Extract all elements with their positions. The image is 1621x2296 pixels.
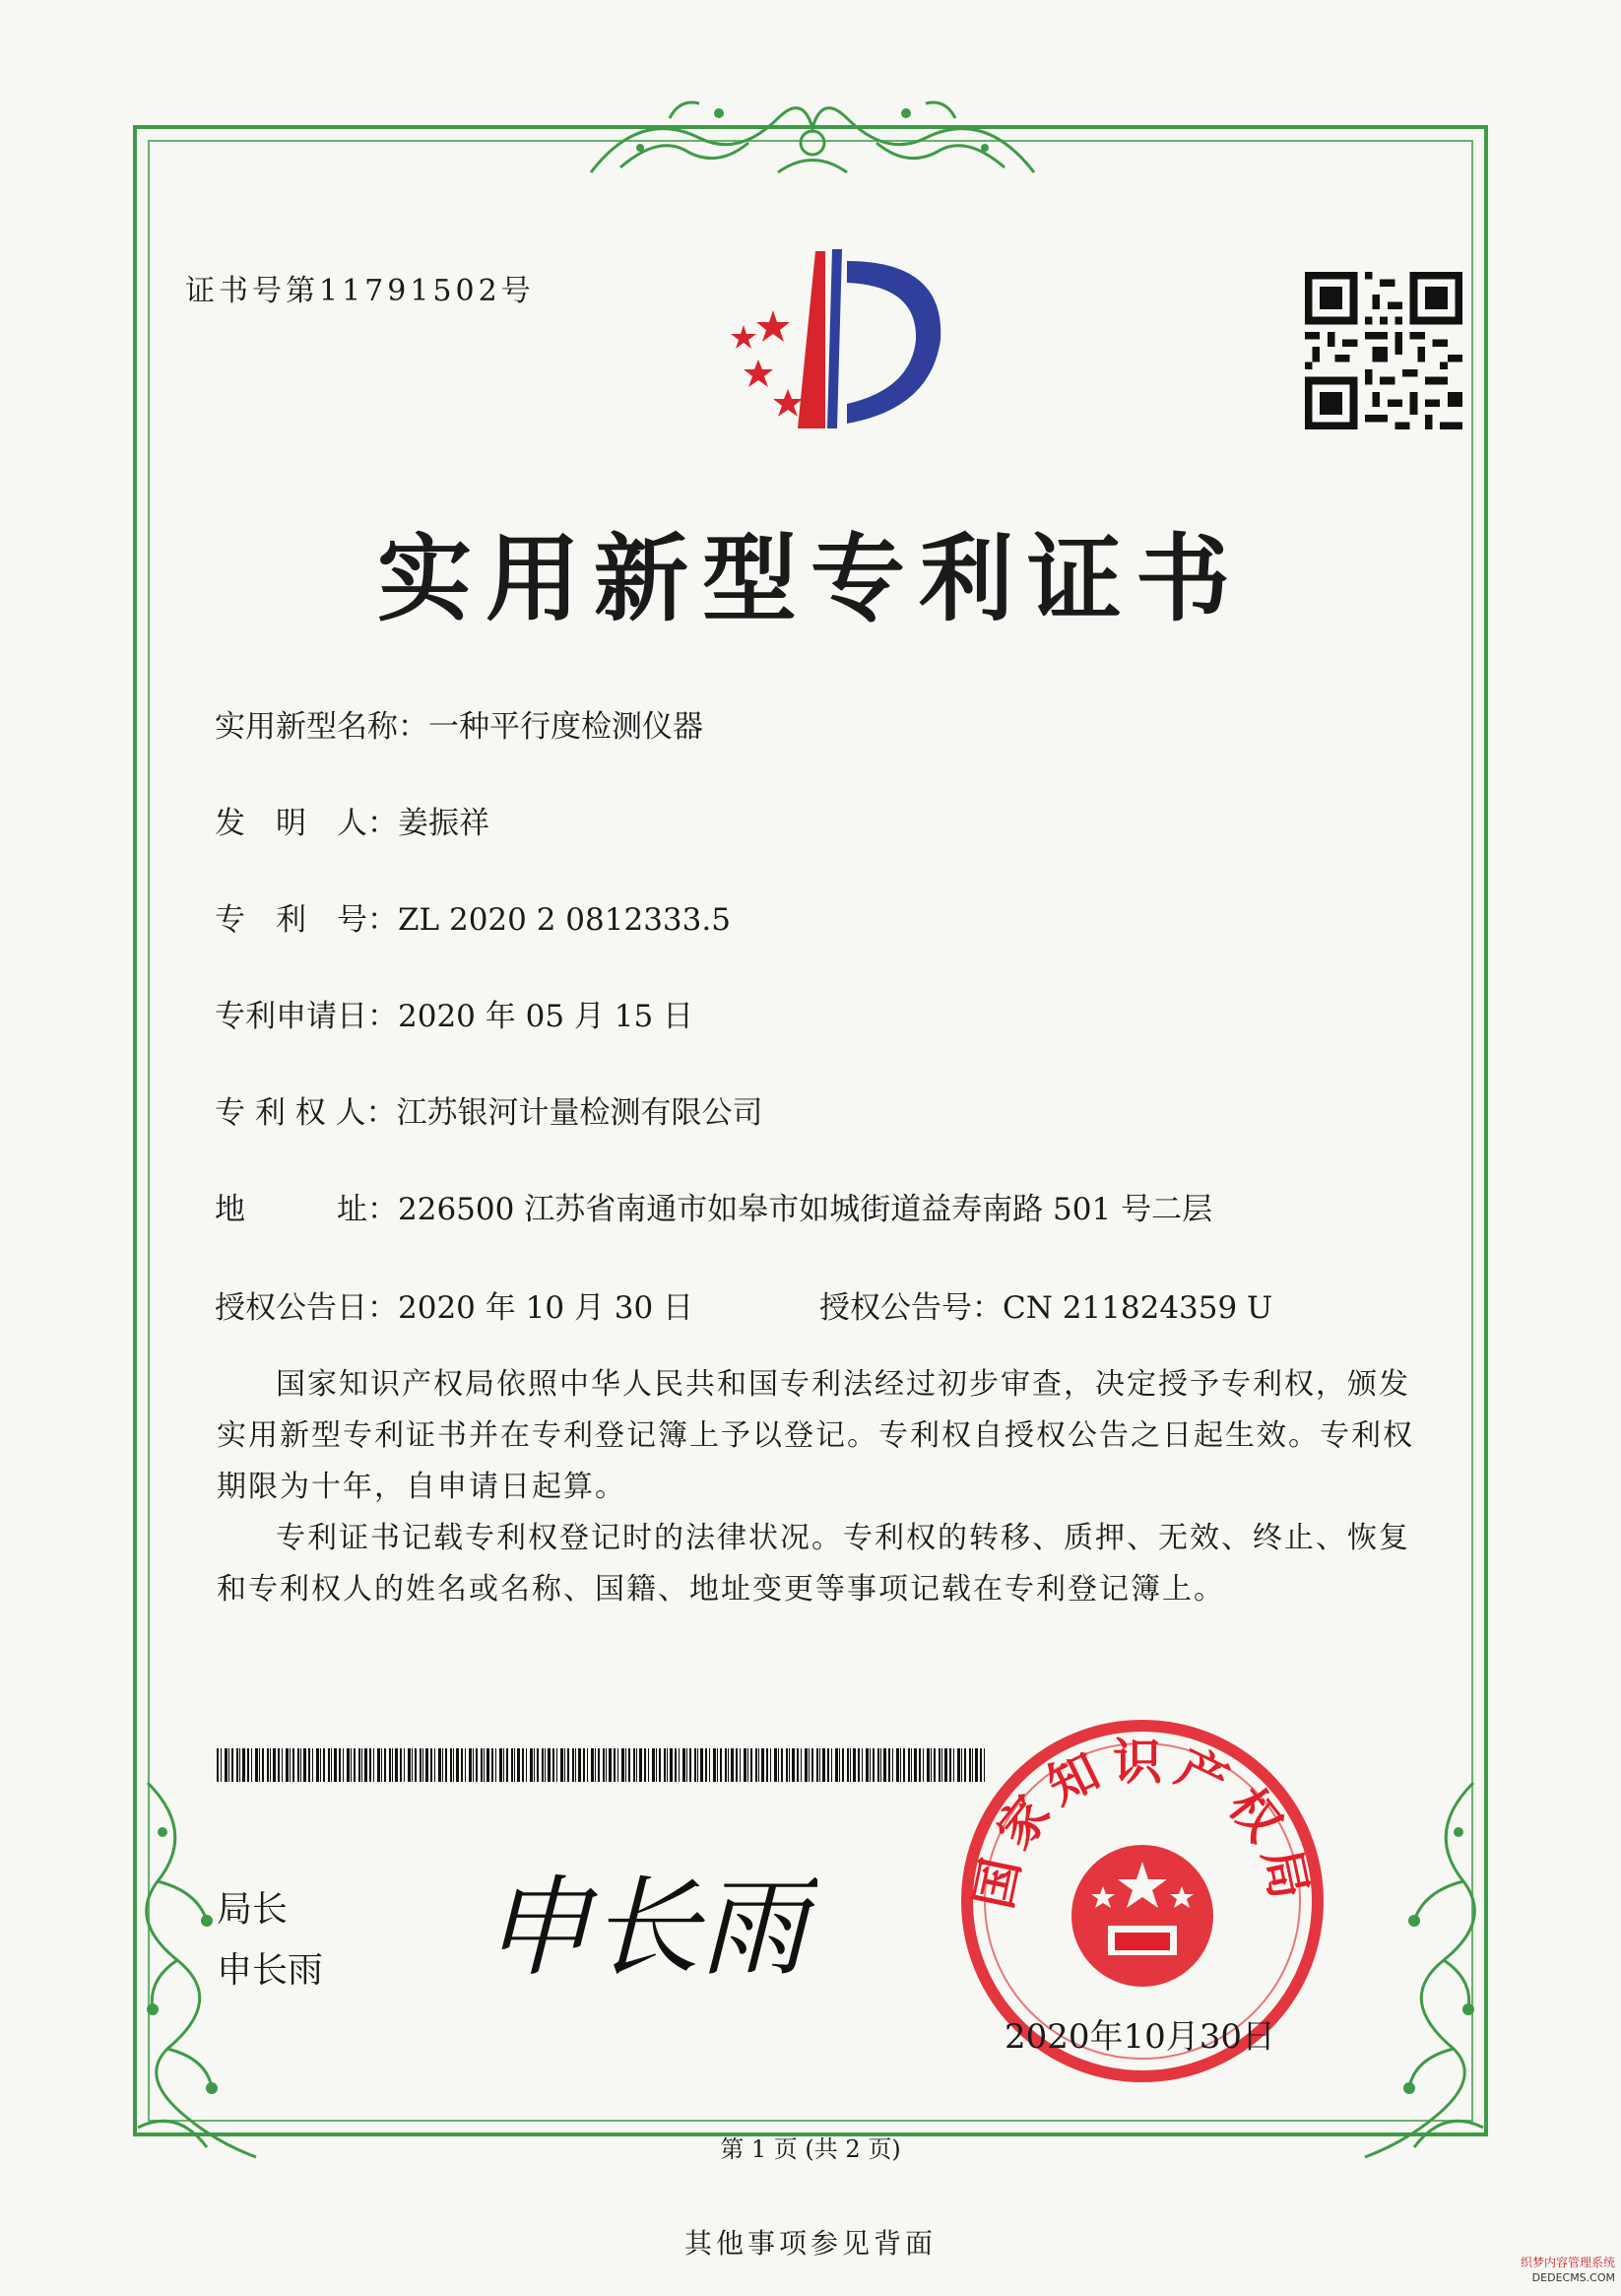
- field-value: CN 211824359 U: [1003, 1290, 1273, 1326]
- patent-logo-icon: [699, 241, 965, 438]
- field-value: 姜振祥: [398, 806, 489, 841]
- body-paragraph: 专利证书记载专利权登记时的法律状况。专利权的转移、质押、无效、终止、恢复和专利权人的姓名或名称、国籍、地址变更等事项记载在专利登记簿上。: [217, 1521, 1410, 1607]
- qr-code-icon: [1305, 272, 1462, 429]
- watermark-logo: [1467, 2255, 1615, 2290]
- field-value: 2020 年 10 月 30 日: [398, 1290, 694, 1326]
- director-name: 申长雨: [217, 1950, 324, 1991]
- field-address: [215, 1184, 1212, 1228]
- seal-text: 国家知识产权局: [964, 1733, 1321, 1914]
- field-label: 地 址：: [215, 1192, 398, 1227]
- barcode-icon: [217, 1748, 985, 1782]
- field-utility-model-name: [215, 701, 703, 746]
- field-patent-number: [215, 894, 731, 939]
- certificate-body: [217, 1359, 1438, 1615]
- field-label: 发 明 人：: [215, 806, 398, 841]
- field-application-date: [215, 991, 693, 1035]
- field-grant-date: [215, 1282, 693, 1327]
- bottom-right-floral-ornament-icon: [1355, 1773, 1503, 2167]
- field-label: 授权公告日：: [215, 1290, 398, 1326]
- field-label: 专 利 权 人：: [215, 1095, 397, 1131]
- field-patentee: [215, 1087, 763, 1132]
- signature-text: 申长雨: [483, 1865, 808, 1991]
- top-floral-ornament-icon: [581, 79, 1044, 187]
- field-label: 授权公告号：: [819, 1290, 1003, 1326]
- field-value: 江苏银河计量检测有限公司: [396, 1095, 763, 1131]
- field-value: 一种平行度检测仪器: [428, 709, 703, 745]
- seal-date: 2020年10月30日: [1005, 2017, 1276, 2057]
- field-value: 2020 年 05 月 15 日: [398, 999, 694, 1034]
- field-label: 专利申请日：: [215, 999, 398, 1034]
- director-signature-icon: [483, 1857, 817, 1995]
- body-paragraph: 国家知识产权局依照中华人民共和国专利法经过初步审查，决定授予专利权，颁发实用新型专利证书并在专利登记簿上予以登记。专利权自授权公告之日起生效。专利权期限为十年，自申请日起算。: [217, 1367, 1414, 1504]
- footer-note: 其他事项参见背面: [683, 2227, 937, 2260]
- field-inventor: [215, 798, 489, 842]
- page-number: 第 1 页 (共 2 页): [720, 2135, 901, 2163]
- watermark-line1: 织梦内容管理系统: [1520, 2256, 1615, 2269]
- field-value: 226500 江苏省南通市如皋市如城街道益寿南路 501 号二层: [398, 1192, 1213, 1227]
- field-label: 专 利 号：: [215, 902, 398, 938]
- field-grant-number: [819, 1282, 1272, 1327]
- certificate-title: 实用新型专利证书: [377, 523, 1244, 634]
- watermark-line2: DEDECMS.COM: [1531, 2271, 1615, 2284]
- certificate-number: 证书号第11791502号: [185, 274, 535, 308]
- field-value: ZL 2020 2 0812333.5: [398, 902, 731, 938]
- field-label: 实用新型名称：: [215, 709, 428, 745]
- director-title: 局长: [217, 1889, 289, 1930]
